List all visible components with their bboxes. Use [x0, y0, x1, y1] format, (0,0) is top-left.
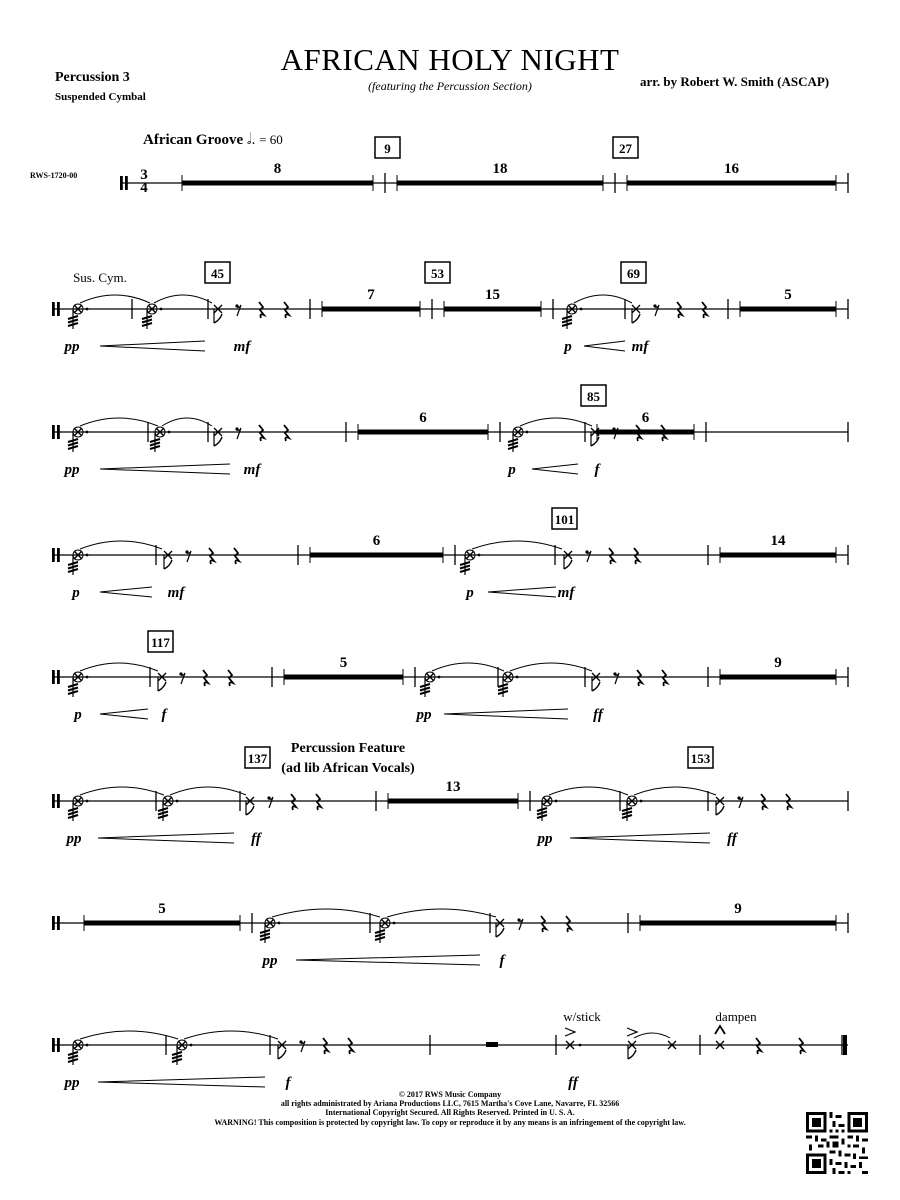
note-flag	[496, 928, 504, 937]
quarter-rest	[291, 794, 296, 810]
crescendo-hairpin	[98, 833, 234, 843]
augmentation-dot	[86, 431, 89, 434]
dynamic-mark: mf	[243, 462, 261, 478]
quarter-rest	[634, 548, 639, 564]
multirest-bar	[182, 181, 373, 186]
dynamic-mark: p	[564, 339, 572, 355]
percussion-clef-icon	[52, 916, 55, 930]
rights-line: all rights administrated by Ariana Productions LLC, 7615 Martha's Cove Lane, Navarre, FL 32566	[280, 1099, 620, 1109]
quarter-rest	[662, 670, 667, 686]
dynamic-mark: mf	[631, 339, 649, 355]
tie	[472, 541, 562, 549]
rehearsal-mark: 101	[554, 512, 575, 527]
eighth-rest	[587, 551, 591, 562]
quarter-rest	[259, 425, 264, 441]
multirest-count: 7	[367, 287, 375, 303]
percussion-clef-icon	[52, 1038, 55, 1052]
eighth-rest	[237, 428, 241, 439]
quarter-rest	[209, 548, 214, 564]
dynamic-mark: pp	[416, 707, 432, 723]
augmentation-dot	[516, 676, 519, 679]
rehearsal-mark: 117	[151, 635, 170, 650]
warning-line: WARNING! This composition is protected by copyright law. To copy or reproduce it by any means is an infringement of the copyright law.	[214, 1117, 686, 1127]
dynamic-mark: f	[594, 462, 600, 478]
multirest-bar	[322, 307, 420, 312]
dynamic-mark: pp	[64, 1075, 80, 1091]
dynamic-mark: p	[508, 462, 516, 478]
quarter-rest	[228, 670, 233, 686]
rehearsal-mark: 69	[627, 266, 640, 281]
multirest-bar	[640, 921, 836, 926]
multirest-count: 18	[492, 161, 508, 177]
rehearsal-mark: 153	[690, 751, 711, 766]
tie	[184, 1031, 278, 1039]
note-flag	[158, 682, 166, 691]
tie	[634, 1033, 670, 1038]
augmentation-dot	[176, 800, 179, 803]
dynamic-mark: ff	[727, 831, 737, 847]
tie	[387, 909, 496, 917]
augmentation-dot	[86, 1044, 89, 1047]
dynamic-mark: f	[161, 707, 167, 723]
crescendo-hairpin	[100, 464, 230, 474]
tie	[574, 295, 632, 303]
dynamic-mark: mf	[167, 585, 185, 601]
quarter-rest	[786, 794, 791, 810]
crescendo-hairpin	[100, 341, 205, 351]
crescendo-hairpin	[98, 1077, 265, 1087]
multirest-bar	[388, 799, 518, 804]
accent-mark	[565, 1028, 575, 1036]
quarter-rest	[677, 302, 682, 318]
qr-code-icon	[806, 1112, 868, 1174]
multirest-count: 8	[273, 161, 282, 177]
quarter-rest	[284, 425, 289, 441]
dynamic-mark: ff	[568, 1075, 578, 1091]
dynamic-mark: f	[499, 953, 505, 969]
tie	[80, 418, 158, 426]
augmentation-dot	[86, 554, 89, 557]
multirest-count: 6	[641, 410, 650, 426]
quarter-rest	[234, 548, 239, 564]
subtitle: (featuring the Percussion Section)	[368, 79, 532, 93]
dynamic-mark: pp	[66, 831, 82, 847]
multirest-count: 5	[339, 655, 348, 671]
crescendo-hairpin	[100, 709, 148, 719]
augmentation-dot	[478, 554, 481, 557]
part-name: Percussion 3	[55, 70, 130, 85]
tie	[80, 787, 164, 795]
direction-w-stick: w/stick	[563, 1009, 601, 1024]
percussion-clef-icon	[120, 176, 123, 190]
augmentation-dot	[640, 800, 643, 803]
multirest-bar	[84, 921, 240, 926]
percussion-clef-icon	[52, 548, 55, 562]
multirest-bar	[284, 675, 403, 680]
rehearsal-mark: 137	[247, 751, 268, 766]
eighth-rest	[739, 797, 743, 808]
augmentation-dot	[580, 308, 583, 311]
eighth-rest	[301, 1041, 305, 1052]
tie	[170, 787, 246, 795]
quarter-rest	[609, 548, 614, 564]
whole-rest	[486, 1042, 498, 1047]
multirest-count: 9	[734, 901, 742, 917]
eighth-rest	[655, 305, 659, 316]
percussion-clef-icon	[52, 302, 55, 316]
dynamic-mark: mf	[233, 339, 251, 355]
note-flag	[592, 682, 600, 691]
augmentation-dot	[86, 676, 89, 679]
multirest-count: 9	[774, 655, 782, 671]
multirest-count: 13	[445, 779, 461, 795]
note-flag	[246, 806, 254, 815]
eighth-rest	[615, 673, 619, 684]
percussion-clef-icon	[57, 1038, 60, 1052]
tie	[634, 787, 716, 795]
direction-ad-lib-vocals: (ad lib African Vocals)	[281, 761, 415, 776]
percussion-clef-icon	[57, 670, 60, 684]
tie	[162, 418, 212, 426]
percussion-clef-icon	[52, 670, 55, 684]
direction-sus-cym: Sus. Cym.	[73, 270, 127, 285]
instrument-name: Suspended Cymbal	[55, 91, 146, 103]
quarter-rest	[637, 670, 642, 686]
eighth-rest	[519, 919, 523, 930]
rehearsal-mark: 9	[384, 141, 391, 156]
tempo-value: = 60	[259, 132, 283, 147]
tie	[80, 663, 158, 671]
augmentation-dot	[190, 1044, 193, 1047]
catalog-code: RWS-1720-00	[30, 171, 78, 180]
quarter-rest	[348, 1038, 353, 1054]
note-flag	[591, 437, 599, 446]
marcato-mark	[715, 1026, 725, 1034]
quarter-rest	[702, 302, 707, 318]
multirest-bar	[720, 553, 836, 558]
augmentation-dot	[438, 676, 441, 679]
dynamic-mark: pp	[537, 831, 553, 847]
multirest-count: 6	[419, 410, 427, 426]
augmentation-dot	[526, 431, 529, 434]
dotted-half-note-icon: 𝅗𝅥.	[246, 132, 256, 148]
copyright-footer	[0, 1090, 900, 1127]
dynamic-mark: p	[74, 707, 82, 723]
eighth-rest	[237, 305, 241, 316]
multirest-count: 6	[372, 533, 381, 549]
multirest-bar	[397, 181, 603, 186]
dynamic-mark: f	[285, 1075, 291, 1091]
note-flag	[164, 560, 172, 569]
multirest-bar	[740, 307, 836, 312]
multirest-bar	[597, 430, 694, 435]
eighth-rest	[269, 797, 273, 808]
tie	[432, 663, 504, 671]
crescendo-hairpin	[570, 833, 710, 843]
tie	[520, 418, 592, 426]
augmentation-dot	[278, 922, 281, 925]
augmentation-dot	[555, 800, 558, 803]
dynamic-mark: pp	[64, 339, 80, 355]
crescendo-hairpin	[444, 709, 568, 719]
arranger-credit: arr. by Robert W. Smith (ASCAP)	[640, 74, 830, 89]
crescendo-hairpin	[584, 341, 625, 351]
accent-mark	[627, 1028, 637, 1036]
note-flag	[716, 806, 724, 815]
multirest-bar	[627, 181, 836, 186]
percussion-clef-icon	[57, 548, 60, 562]
augmentation-dot	[168, 431, 171, 434]
note-flag	[628, 1050, 636, 1059]
dynamic-mark: pp	[64, 462, 80, 478]
multirest-count: 14	[770, 533, 786, 549]
percussion-clef-icon	[57, 425, 60, 439]
dynamic-mark: p	[72, 585, 80, 601]
percussion-clef-icon	[57, 302, 60, 316]
quarter-rest	[203, 670, 208, 686]
eighth-rest	[181, 673, 185, 684]
dynamic-mark: ff	[251, 831, 261, 847]
percussion-clef-icon	[57, 794, 60, 808]
augmentation-dot	[86, 800, 89, 803]
quarter-rest	[761, 794, 766, 810]
tie	[272, 909, 380, 917]
time-signature-top: 3	[140, 167, 148, 183]
note-flag	[564, 560, 572, 569]
quarter-rest	[799, 1038, 804, 1054]
rehearsal-mark: 53	[431, 266, 444, 281]
multirest-bar	[444, 307, 541, 312]
quarter-rest	[756, 1038, 761, 1054]
augmentation-dot	[393, 922, 396, 925]
tie	[510, 663, 592, 671]
tie	[154, 295, 212, 303]
multirest-bar	[310, 553, 443, 558]
direction-dampen: dampen	[715, 1009, 757, 1024]
multirest-count: 16	[724, 161, 739, 177]
dynamic-mark: pp	[262, 953, 278, 969]
note-flag	[214, 314, 222, 323]
quarter-rest	[541, 916, 546, 932]
rehearsal-mark: 45	[211, 266, 224, 281]
augmentation-dot	[160, 308, 163, 311]
copyright-line: © 2017 RWS Music Company	[398, 1090, 502, 1099]
dynamic-mark: p	[466, 585, 474, 601]
rehearsal-mark: 27	[619, 141, 632, 156]
tie	[80, 541, 162, 549]
dynamic-mark: mf	[557, 585, 575, 601]
tempo-label: African Groove	[143, 132, 244, 148]
direction-percussion-feature: Percussion Feature	[290, 741, 406, 756]
percussion-clef-icon	[52, 425, 55, 439]
percussion-clef-icon	[125, 176, 128, 190]
percussion-clef-icon	[52, 794, 55, 808]
time-signature-bottom: 4	[140, 180, 148, 196]
copyright-secured-line: International Copyright Secured. All Rights Reserved. Printed in U. S. A.	[325, 1108, 575, 1118]
multirest-count: 15	[485, 287, 500, 303]
quarter-rest	[323, 1038, 328, 1054]
augmentation-dot	[579, 1044, 582, 1047]
quarter-rest	[284, 302, 289, 318]
crescendo-hairpin	[296, 955, 480, 965]
note-flag	[278, 1050, 286, 1059]
rehearsal-mark: 85	[587, 389, 600, 404]
crescendo-hairpin	[532, 464, 578, 474]
multirest-bar	[720, 675, 836, 680]
multirest-count: 5	[158, 901, 166, 917]
quarter-rest	[316, 794, 321, 810]
tie	[80, 1031, 178, 1039]
tie	[80, 295, 150, 303]
multirest-count: 5	[784, 287, 792, 303]
tie	[549, 787, 628, 795]
eighth-rest	[187, 551, 191, 562]
multirest-bar	[358, 430, 488, 435]
crescendo-hairpin	[488, 587, 556, 597]
dynamic-mark: ff	[593, 707, 603, 723]
page-title: AFRICAN HOLY NIGHT	[280, 42, 620, 77]
crescendo-hairpin	[100, 587, 152, 597]
note-flag	[214, 437, 222, 446]
augmentation-dot	[86, 308, 89, 311]
quarter-rest	[259, 302, 264, 318]
percussion-clef-icon	[57, 916, 60, 930]
note-flag	[632, 314, 640, 323]
quarter-rest	[566, 916, 571, 932]
